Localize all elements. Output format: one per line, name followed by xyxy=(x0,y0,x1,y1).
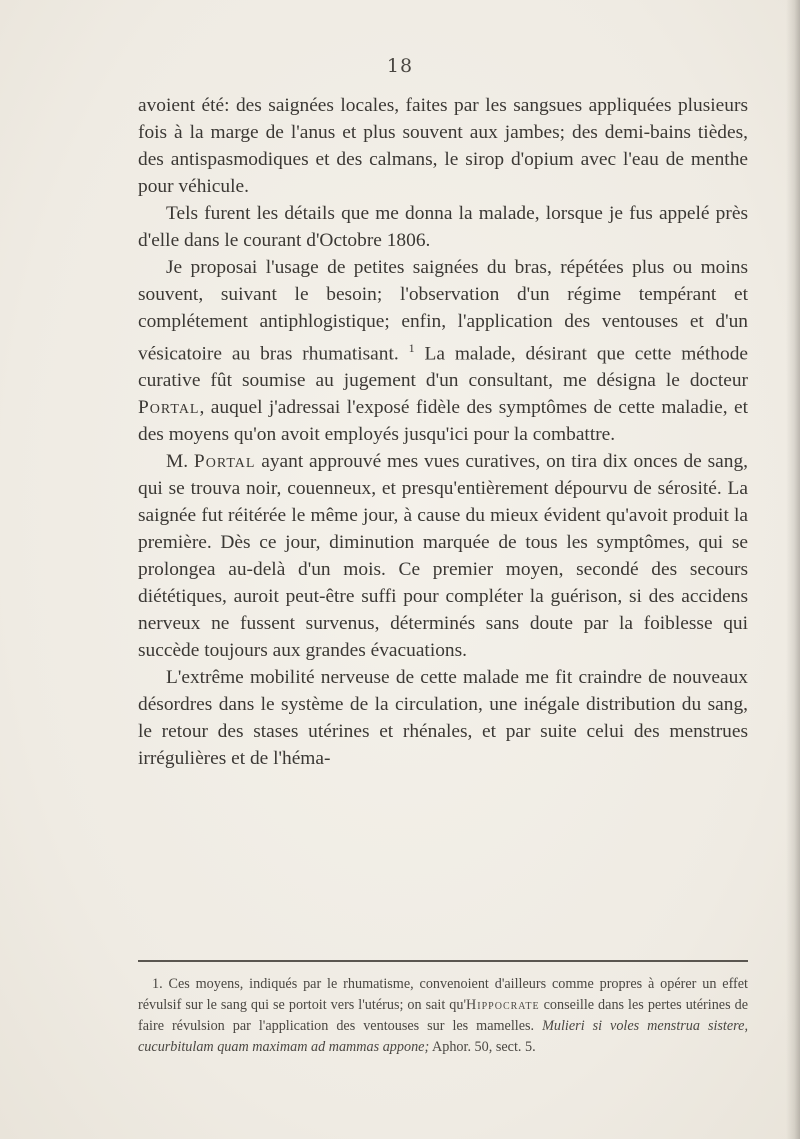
page-number: 18 xyxy=(386,55,414,77)
paragraph-5: L'extrême mobilité nerveuse de cette malade me fit craindre de nouveaux désordres dans le système de la circulation, une inégale distribution du sang, le retour des stases utérines et rhénales, et par suite celui des menstrues irrégulières et de l'héma- xyxy=(138,667,748,770)
paragraph-3-text-a: Je proposai l'usage de petites saignées du bras, répétées plus ou moins souvent, suivant le besoin; l'observation d'un régime tempérant et complétement antiphlogistique; enfin, l'application des ventouses et d'un vésicatoire au bras rhumatisant. xyxy=(138,257,748,365)
person-name-portal: Portal xyxy=(138,397,200,419)
paragraph-2: Tels furent les détails que me donna la malade, lorsque je fus appelé près d'elle dans le courant d'Octobre 1806. xyxy=(138,203,748,251)
person-name-portal-2: Portal xyxy=(193,451,256,473)
paragraph-4 xyxy=(138,448,748,664)
footnote-reference: 1 xyxy=(408,341,415,355)
footnote-text xyxy=(138,974,748,1058)
latin-quote: Mulieri si voles menstrua sistere, cucurbitulam quam maximam ad mammas appone; xyxy=(138,1018,749,1055)
paragraph-3-text-b: La malade, désirant que cette méthode curative fût soumise au jugement d'un consultant, me désigna le docteur xyxy=(138,343,748,392)
paragraph-4-prefix: M. xyxy=(166,451,194,473)
footnote xyxy=(138,974,748,1058)
footnote-text-a: 1. Ces moyens, indiqués par le rhumatisme, convenoient d'ailleurs comme propres à opérer un effet révulsif sur le sang qui se portoit vers l'utérus; on sait qu' xyxy=(138,976,748,1013)
person-name-hippocrate: Hippocrate xyxy=(466,997,540,1013)
paragraph-4-text: ayant approuvé mes vues curatives, on tira dix onces de sang, qui se trouva noir, couenneux, et presqu'entièrement dépourvu de sérosité. La saignée fut réitérée le même jour, à cause du mieux évident qu'avoit produit la première. Dès ce jour, diminution marquée de tous les symptômes, qui se prolongea au-delà d'un mois. Ce premier moyen, secondé des secours diététiques, auroit peut-être suffi pour compléter la guérison, si des accidens nerveux ne fussent survenus, déterminés sans doute par la foiblesse qui succède toujours aux grandes évacuations. xyxy=(138,451,749,662)
paragraph-1: avoient été: des saignées locales, faites par les sangsues appliquées plusieurs fois à la marge de l'anus et plus souvent aux jambes; des demi-bains tièdes, des antispasmodiques et des calmans, le sirop d'opium avec l'eau de menthe pour véhicule. xyxy=(138,95,748,197)
footnote-text-b: conseille dans les pertes utérines de faire révulsion par l'application des ventouses sur les mamelles. xyxy=(138,997,748,1034)
footnote-citation: Aphor. 50, sect. 5. xyxy=(429,1039,536,1055)
paragraph-3-text-c: , auquel j'adressai l'exposé fidèle des symptômes de cette maladie, et des moyens qu'on avoit employés jusqu'ici pour la combattre. xyxy=(138,397,748,446)
body-text xyxy=(138,92,748,772)
page-edge-shadow xyxy=(786,0,800,1139)
paragraph-3 xyxy=(138,254,748,448)
footnote-divider xyxy=(138,960,748,962)
